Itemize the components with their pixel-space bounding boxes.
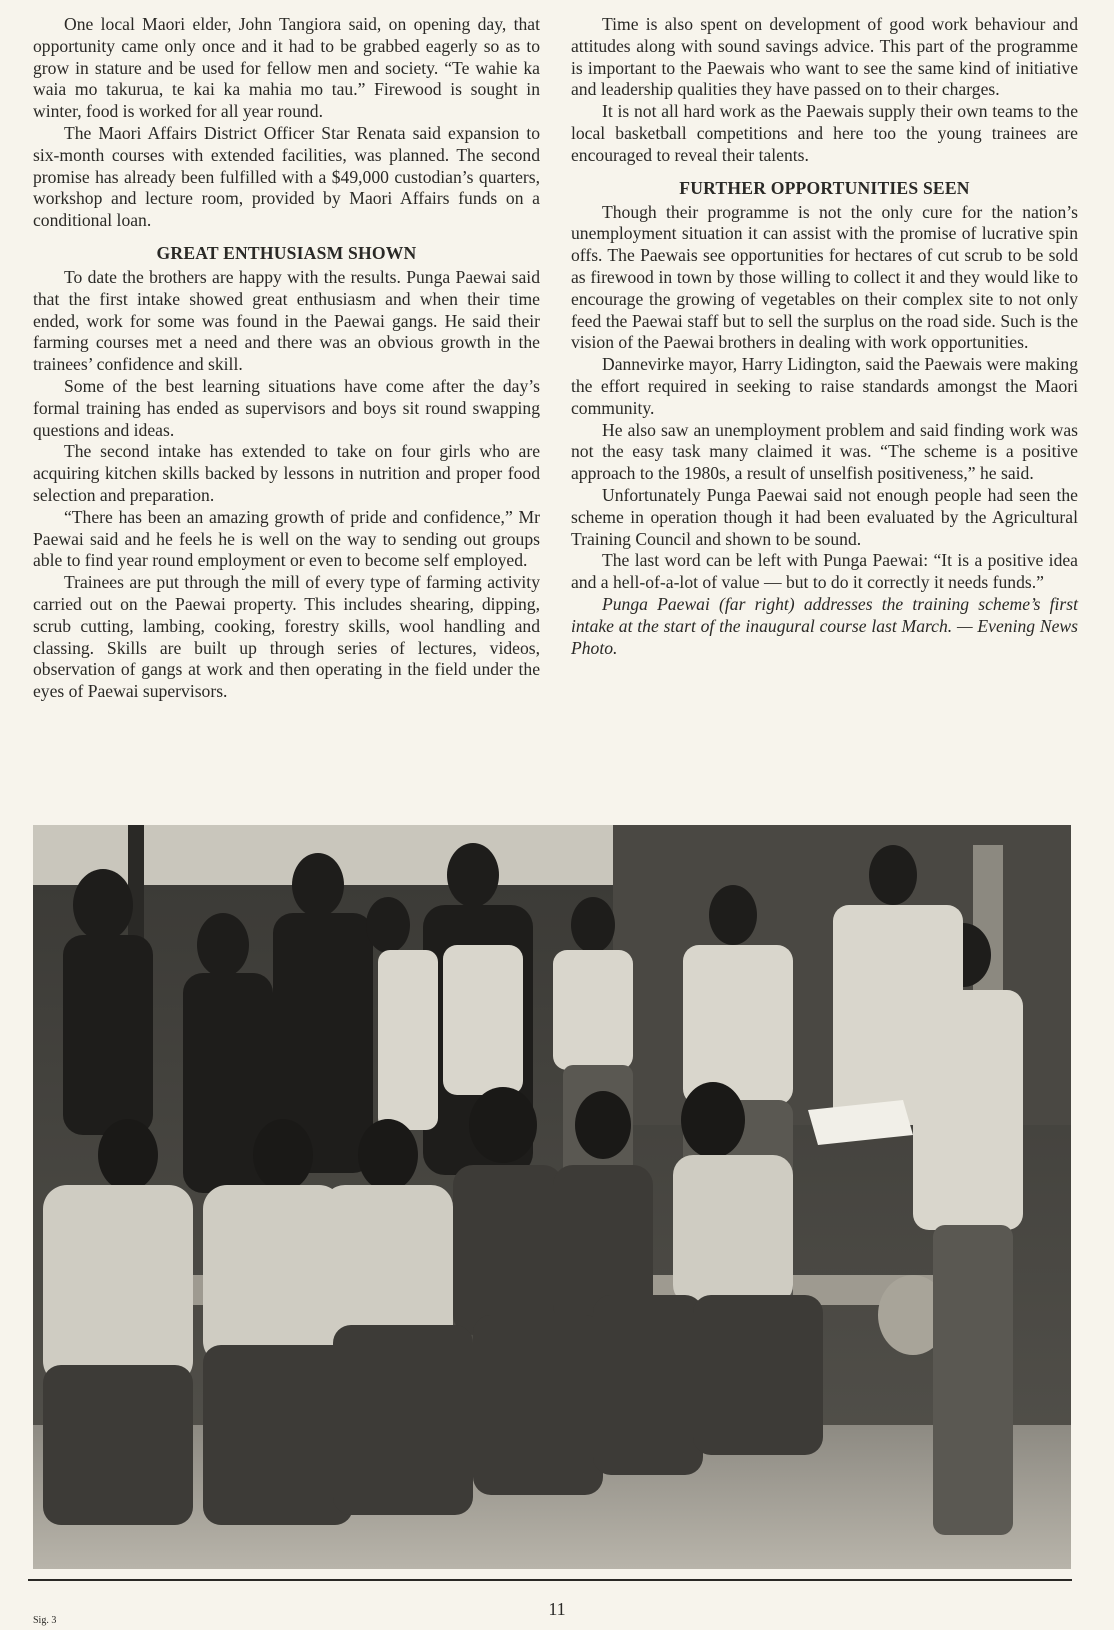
group-photo-illustration (33, 825, 1071, 1569)
paragraph: Unfortunately Punga Paewai said not enough people had seen the scheme in operation though it had been evaluated by the Agricultural Training Council and shown to be sound. (571, 484, 1078, 549)
paragraph: It is not all hard work as the Paewais supply their own teams to the local basketball competitions and here too the young trainees are encouraged to reveal their talents. (571, 101, 1078, 165)
paragraph: Some of the best learning situations have come after the day’s formal training has ended as supervisors and boys sit round swapping questions and ideas. (33, 375, 540, 440)
group-photo (33, 825, 1071, 1569)
paragraph: “There has been an amazing growth of pride and confidence,” Mr Paewai said and he feels he is well on the way to sending out groups able to find year round employment or even to become self employed. (33, 506, 540, 571)
signature-mark: Sig. 3 (33, 1615, 57, 1626)
section-heading: GREAT ENTHUSIASM SHOWN (156, 242, 417, 263)
paragraph: One local Maori elder, John Tangiora said, on opening day, that opportunity came only once and it had to be grabbed eagerly so as to grow in stature and be used for fellow men and society. “Te wahie ka waia mo takurua, te kai ka mahia mo tau.” Firewood is sought in winter, food is worked for all year round. (33, 14, 540, 122)
page-number: 11 (548, 1599, 566, 1619)
paragraph: Trainees are put through the mill of every type of farming activity carried out on the Paewai property. This includes shearing, dipping, scrub cutting, lambing, cooking, forestry skills, wool handling and classing. Skills are built up through series of lectures, videos, observation of gangs at work and then operating in the field under the eyes of Paewai supervisors. (33, 572, 540, 702)
right-column (571, 14, 1078, 659)
paragraph: To date the brothers are happy with the results. Punga Paewai said that the first intake showed great enthusiasm and when their time ended, work for some was found in the Paewai gangs. He said their farming courses met a need and there was an obvious growth in the trainees’ confidence and skill. (33, 266, 540, 375)
left-column (33, 14, 540, 703)
footer-rule (28, 1579, 1072, 1581)
photo-caption: Punga Paewai (far right) addresses the training scheme’s first intake at the start of the inaugural course last March. — Evening News Photo. (571, 593, 1078, 658)
paragraph: Time is also spent on development of good work behaviour and attitudes along with sound savings advice. This part of the programme is important to the Paewais who want to see the same kind of initiative and leadership qualities they have passed on to their charges. (571, 14, 1078, 100)
paragraph: He also saw an unemployment problem and said finding work was not the easy task many claimed it was. “The scheme is a positive approach to the 1980s, a result of unselfish positiveness,” he said. (571, 419, 1078, 484)
paragraph: The last word can be left with Punga Paewai: “It is a positive idea and a hell-of-a-lot of value — but to do it correctly it needs funds.” (571, 550, 1078, 593)
paragraph: Dannevirke mayor, Harry Lidington, said the Paewais were making the effort required in seeking to raise standards amongst the Maori community. (571, 354, 1078, 418)
section-heading: FURTHER OPPORTUNITIES SEEN (679, 177, 970, 198)
paragraph: The Maori Affairs District Officer Star Renata said expansion to six-month courses with extended facilities, was planned. The second promise has already been fulfilled with a $49,000 custodian’s quarters, workshop and lecture room, provided by Maori Affairs funds on a conditional loan. (33, 122, 540, 231)
paragraph: The second intake has extended to take on four girls who are acquiring kitchen skills backed by lessons in nutrition and proper food selection and preparation. (33, 441, 540, 505)
paragraph: Though their programme is not the only cure for the nation’s unemployment situation it can assist with the promise of lucrative spin offs. The Paewais see opportunities for hectares of cut scrub to be sold as firewood in town by those willing to collect it and they would like to encourage the growing of vegetables on their complex site to not only feed the Paewai staff but to sell the surplus on the road side. Such is the vision of the Paewai brothers in dealing with work opportunities. (571, 201, 1078, 353)
